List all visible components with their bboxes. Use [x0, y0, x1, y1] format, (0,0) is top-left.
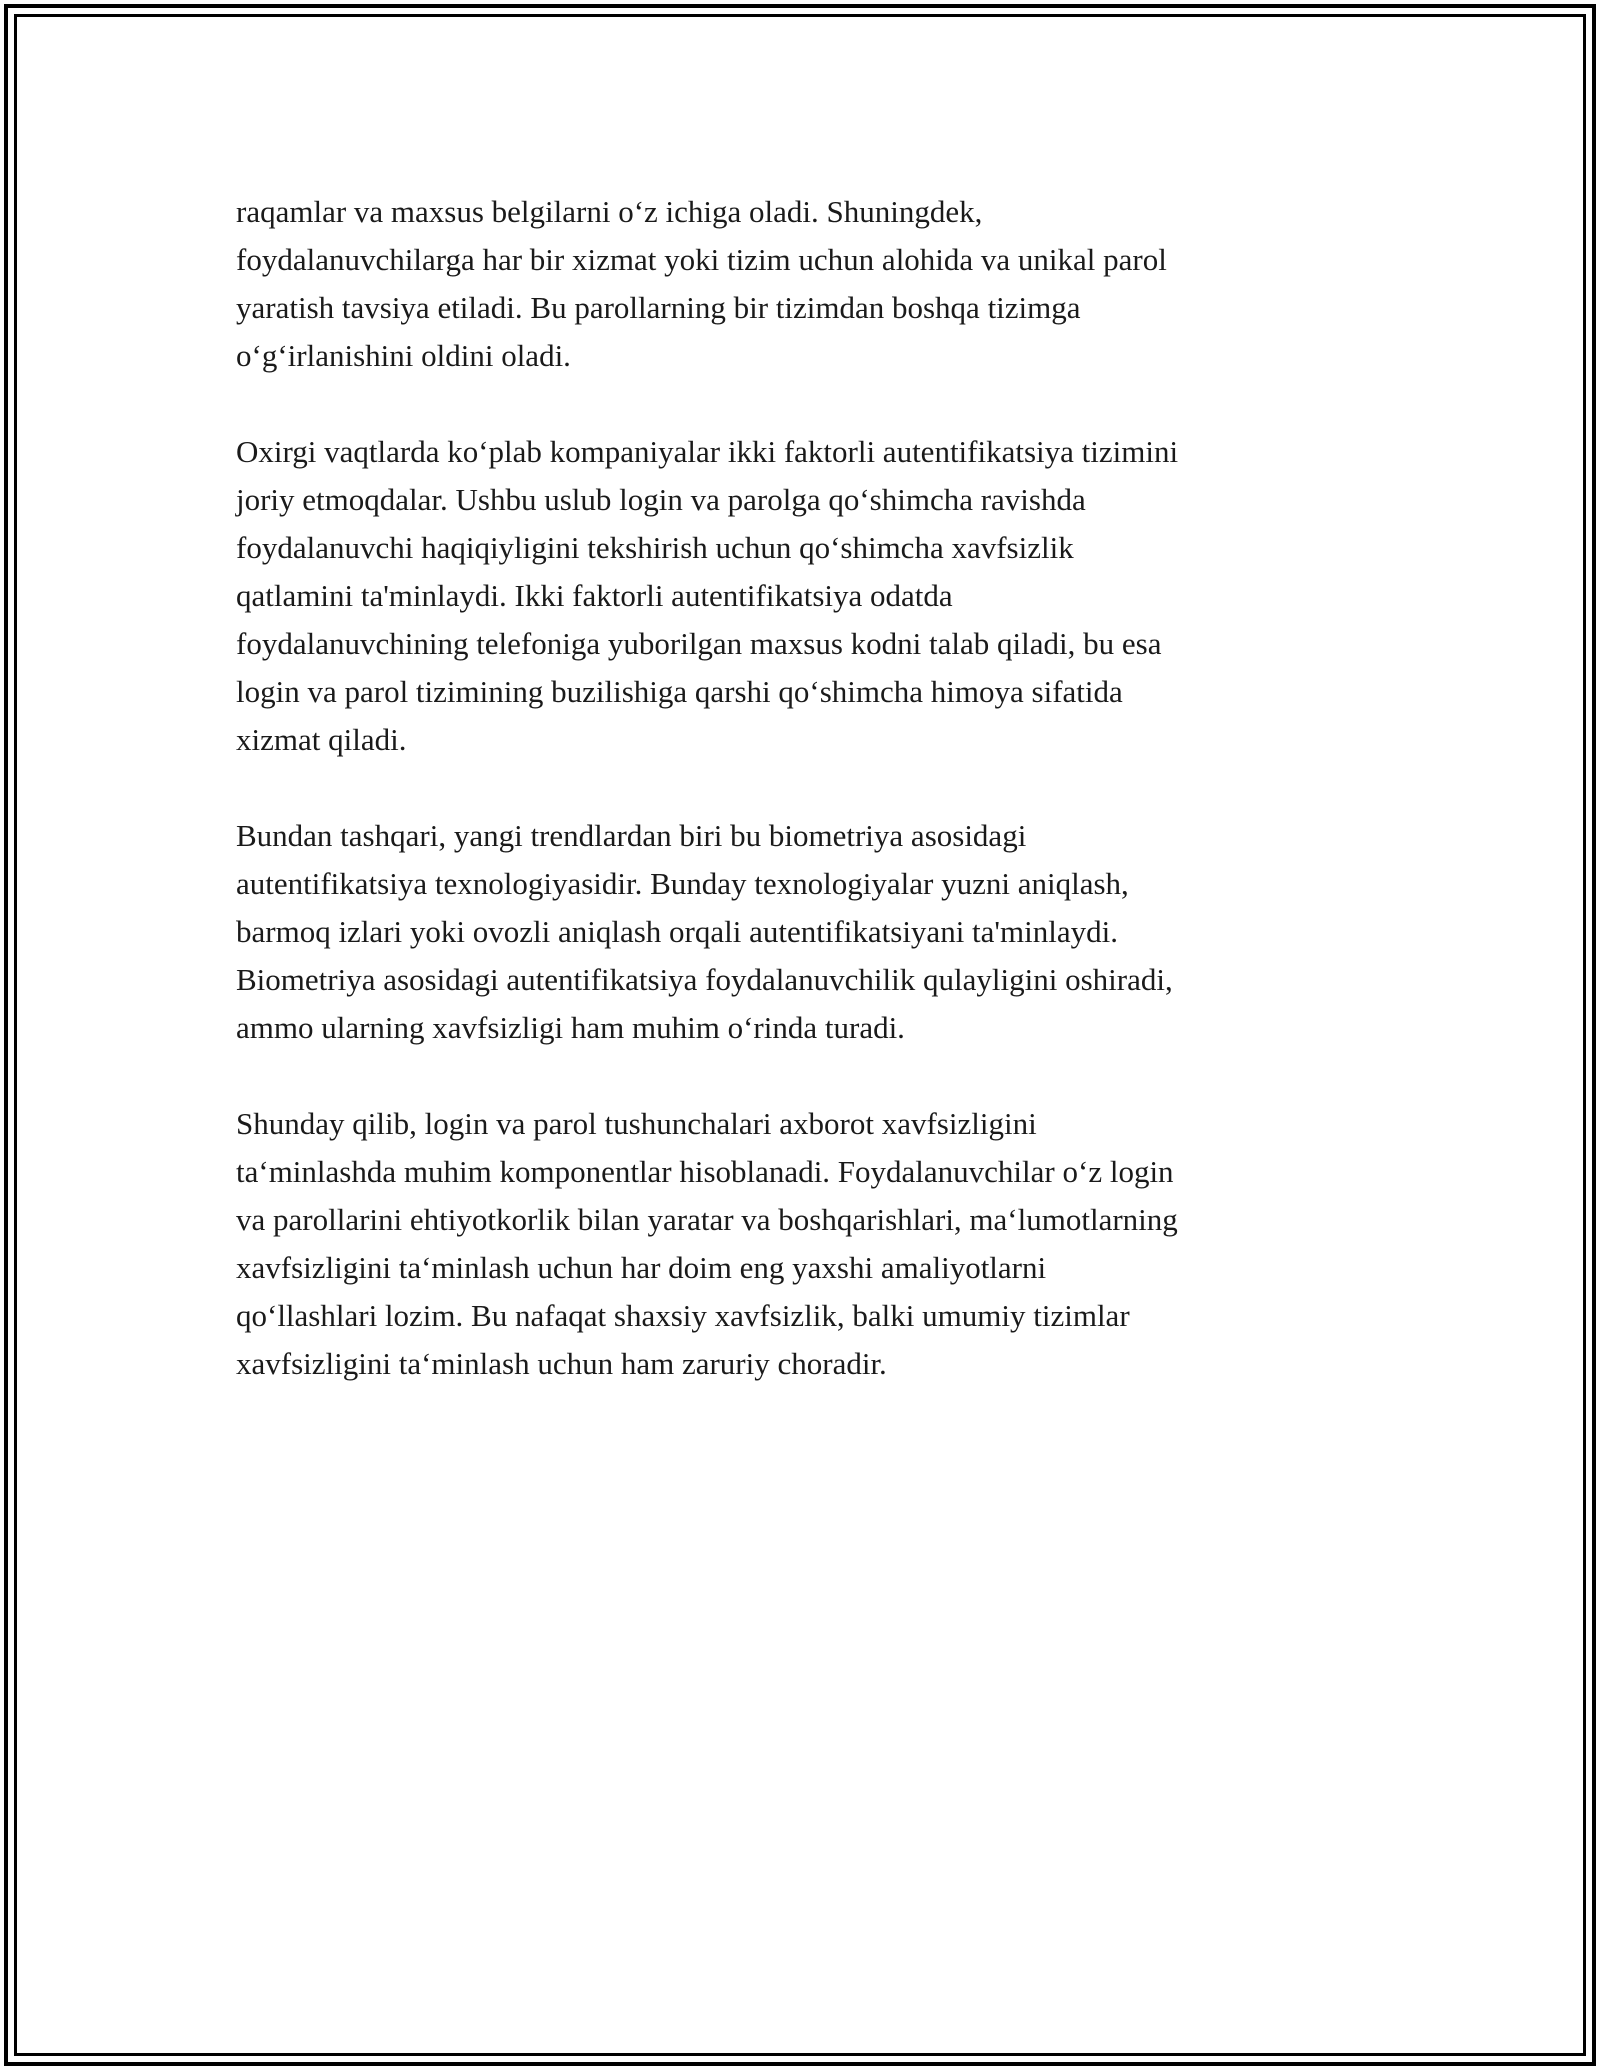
- text-line: ammo ularning xavfsizligi ham muhim o‘rinda turadi.: [236, 1010, 905, 1045]
- text-line: foydalanuvchi haqiqiyligini tekshirish uchun qo‘shimcha xavfsizlik: [236, 530, 1074, 565]
- text-line: joriy etmoqdalar. Ushbu uslub login va parolga qo‘shimcha ravishda: [236, 482, 1086, 517]
- text-line: va parollarini ehtiyotkorlik bilan yaratar va boshqarishlari, ma‘lumotlarning: [236, 1202, 1178, 1237]
- text-line: xizmat qiladi.: [236, 722, 407, 757]
- text-line: foydalanuvchilarga har bir xizmat yoki tizim uchun alohida va unikal parol: [236, 242, 1167, 277]
- text-line: qatlamini ta'minlaydi. Ikki faktorli autentifikatsiya odatda: [236, 578, 953, 613]
- text-line: yaratish tavsiya etiladi. Bu parollarning bir tizimdan boshqa tizimga: [236, 290, 1081, 325]
- text-line: xavfsizligini ta‘minlash uchun ham zaruriy choradir.: [236, 1346, 887, 1381]
- text-line: foydalanuvchining telefoniga yuborilgan maxsus kodni talab qiladi, bu esa: [236, 626, 1162, 661]
- text-line: o‘g‘irlanishini oldini oladi.: [236, 338, 571, 373]
- text-line: login va parol tizimining buzilishiga qarshi qo‘shimcha himoya sifatida: [236, 674, 1123, 709]
- text-line: Shunday qilib, login va parol tushunchalari axborot xavfsizligini: [236, 1106, 1037, 1141]
- paragraph-2: [236, 428, 1366, 764]
- text-line: qo‘llashlari lozim. Bu nafaqat shaxsiy xavfsizlik, balki umumiy tizimlar: [236, 1298, 1130, 1333]
- paragraph-3: [236, 812, 1366, 1052]
- text-line: xavfsizligini ta‘minlash uchun har doim eng yaxshi amaliyotlarni: [236, 1250, 1047, 1285]
- text-line: Oxirgi vaqtlarda ko‘plab kompaniyalar ikki faktorli autentifikatsiya tizimini: [236, 434, 1179, 469]
- text-line: Bundan tashqari, yangi trendlardan biri bu biometriya asosidagi: [236, 818, 1027, 853]
- text-line: ta‘minlashda muhim komponentlar hisoblanadi. Foydalanuvchilar o‘z login: [236, 1154, 1174, 1189]
- text-line: barmoq izlari yoki ovozli aniqlash orqali autentifikatsiyani ta'minlaydi.: [236, 914, 1118, 949]
- paragraph-4: [236, 1100, 1366, 1388]
- paragraph-1: [236, 188, 1366, 380]
- text-line: autentifikatsiya texnologiyasidir. Bunday texnologiyalar yuzni aniqlash,: [236, 866, 1129, 901]
- text-line: Biometriya asosidagi autentifikatsiya foydalanuvchilik qulayligini oshiradi,: [236, 962, 1173, 997]
- text-line: raqamlar va maxsus belgilarni o‘z ichiga oladi. Shuningdek,: [236, 194, 983, 229]
- document-body: [236, 188, 1366, 1436]
